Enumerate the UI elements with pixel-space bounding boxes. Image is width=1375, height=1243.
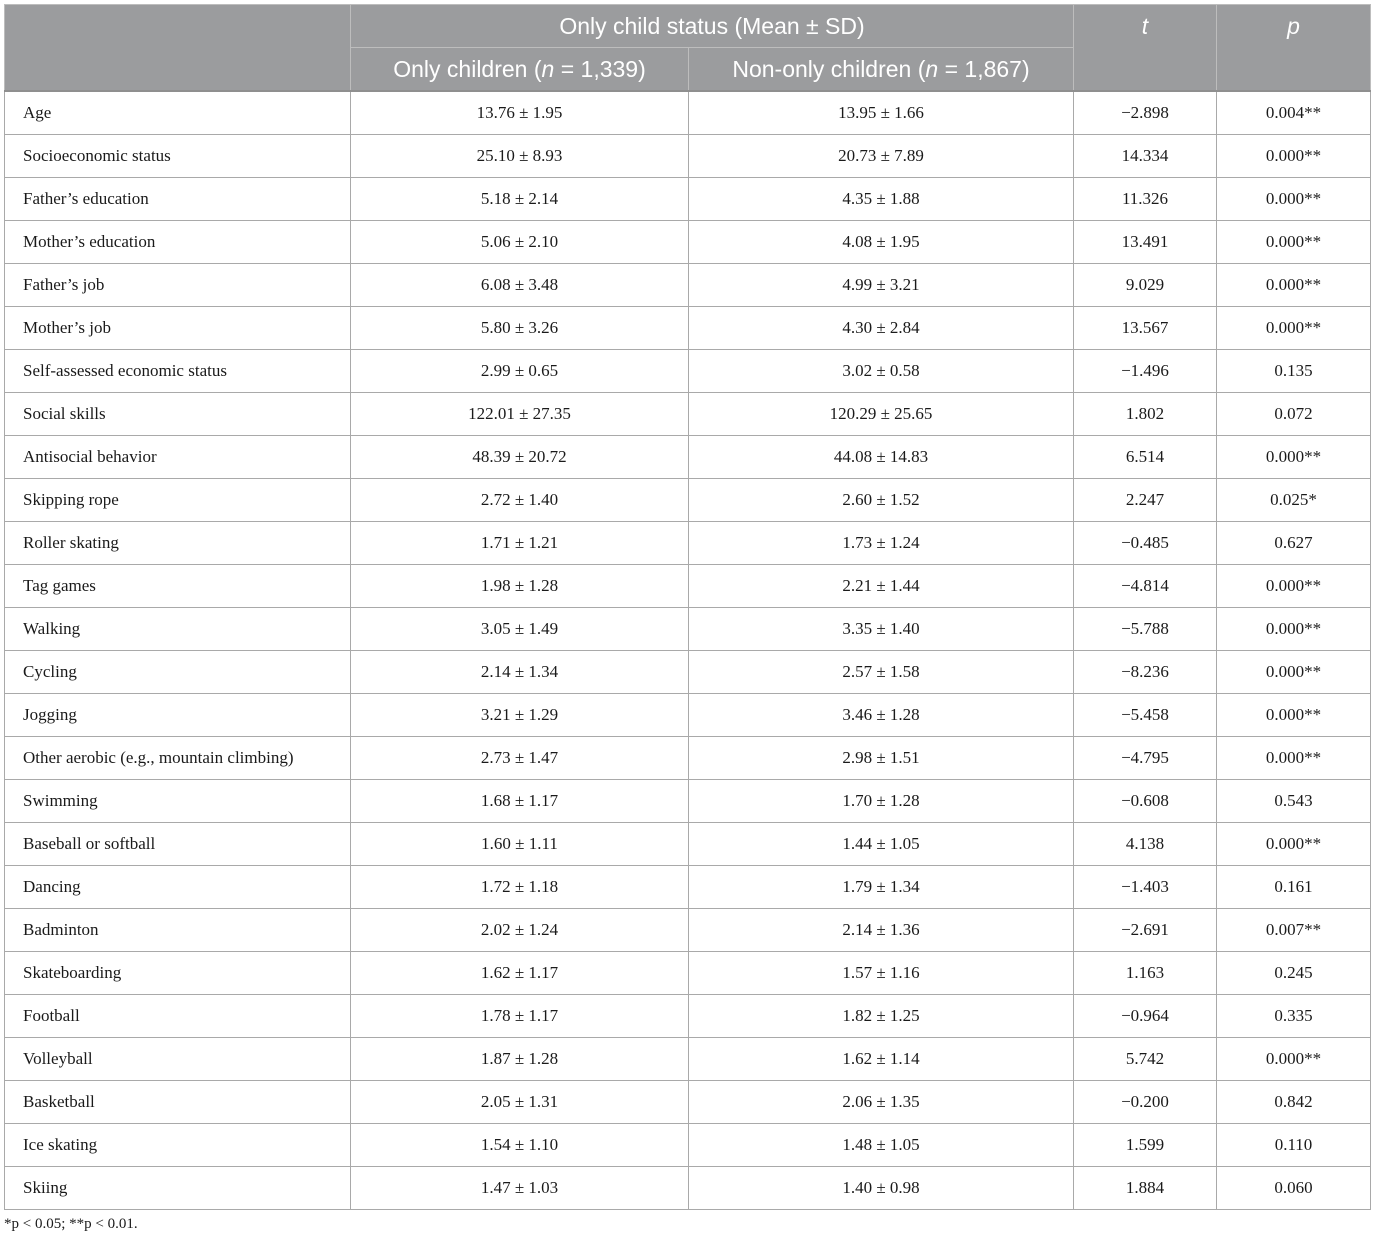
only-children-value: 48.39 ± 20.72 — [351, 436, 689, 479]
p-value: 0.000** — [1217, 1038, 1371, 1081]
non-only-children-value: 4.08 ± 1.95 — [689, 221, 1074, 264]
t-value: −2.898 — [1074, 91, 1217, 135]
table-row — [5, 264, 1371, 307]
non-only-children-value: 2.06 ± 1.35 — [689, 1081, 1074, 1124]
t-value: −4.814 — [1074, 565, 1217, 608]
only-children-value: 13.76 ± 1.95 — [351, 91, 689, 135]
table-row — [5, 866, 1371, 909]
t-value: 1.599 — [1074, 1124, 1217, 1167]
table-row — [5, 436, 1371, 479]
non-only-children-value: 2.57 ± 1.58 — [689, 651, 1074, 694]
only-children-value: 1.47 ± 1.03 — [351, 1167, 689, 1210]
row-label: Roller skating — [5, 522, 351, 565]
p-value: 0.000** — [1217, 651, 1371, 694]
table-row — [5, 651, 1371, 694]
only-children-value: 1.60 ± 1.11 — [351, 823, 689, 866]
t-value: −5.788 — [1074, 608, 1217, 651]
non-only-children-value: 1.73 ± 1.24 — [689, 522, 1074, 565]
t-value: 1.802 — [1074, 393, 1217, 436]
non-only-children-value: 120.29 ± 25.65 — [689, 393, 1074, 436]
p-value: 0.543 — [1217, 780, 1371, 823]
p-value: 0.007** — [1217, 909, 1371, 952]
t-value: −1.403 — [1074, 866, 1217, 909]
p-value: 0.025* — [1217, 479, 1371, 522]
row-label: Dancing — [5, 866, 351, 909]
p-value: 0.000** — [1217, 436, 1371, 479]
table-row — [5, 1124, 1371, 1167]
row-label: Age — [5, 91, 351, 135]
table-footnote: *p < 0.05; **p < 0.01. — [4, 1216, 138, 1232]
t-value: 14.334 — [1074, 135, 1217, 178]
row-label: Cycling — [5, 651, 351, 694]
table-row — [5, 178, 1371, 221]
t-value: 1.884 — [1074, 1167, 1217, 1210]
t-value: −0.964 — [1074, 995, 1217, 1038]
table-row — [5, 952, 1371, 995]
non-only-children-value: 1.40 ± 0.98 — [689, 1167, 1074, 1210]
non-only-children-value: 2.14 ± 1.36 — [689, 909, 1074, 952]
only-children-value: 1.72 ± 1.18 — [351, 866, 689, 909]
row-label: Badminton — [5, 909, 351, 952]
only-children-value: 5.18 ± 2.14 — [351, 178, 689, 221]
non-only-children-value: 1.62 ± 1.14 — [689, 1038, 1074, 1081]
non-only-children-value: 1.82 ± 1.25 — [689, 995, 1074, 1038]
only-children-value: 1.62 ± 1.17 — [351, 952, 689, 995]
non-only-children-value: 1.79 ± 1.34 — [689, 866, 1074, 909]
row-label: Ice skating — [5, 1124, 351, 1167]
t-value: 13.491 — [1074, 221, 1217, 264]
p-value: 0.161 — [1217, 866, 1371, 909]
t-value: −2.691 — [1074, 909, 1217, 952]
table-header — [5, 5, 1371, 92]
table-row — [5, 479, 1371, 522]
table-row — [5, 823, 1371, 866]
t-value: −0.485 — [1074, 522, 1217, 565]
non-only-children-value: 4.30 ± 2.84 — [689, 307, 1074, 350]
table-row — [5, 307, 1371, 350]
only-children-value: 2.99 ± 0.65 — [351, 350, 689, 393]
p-value: 0.060 — [1217, 1167, 1371, 1210]
non-only-children-value: 20.73 ± 7.89 — [689, 135, 1074, 178]
row-label: Tag games — [5, 565, 351, 608]
only-children-value: 25.10 ± 8.93 — [351, 135, 689, 178]
p-value: 0.000** — [1217, 737, 1371, 780]
only-children-value: 2.72 ± 1.40 — [351, 479, 689, 522]
p-value: 0.842 — [1217, 1081, 1371, 1124]
row-label: Jogging — [5, 694, 351, 737]
only-children-value: 5.80 ± 3.26 — [351, 307, 689, 350]
p-value: 0.004** — [1217, 91, 1371, 135]
only-children-value: 2.73 ± 1.47 — [351, 737, 689, 780]
non-only-children-value: 13.95 ± 1.66 — [689, 91, 1074, 135]
non-only-children-value: 2.21 ± 1.44 — [689, 565, 1074, 608]
table-container — [4, 4, 1370, 1233]
table-row — [5, 393, 1371, 436]
only-children-value: 5.06 ± 2.10 — [351, 221, 689, 264]
p-value: 0.000** — [1217, 307, 1371, 350]
t-value: 5.742 — [1074, 1038, 1217, 1081]
table-row — [5, 1038, 1371, 1081]
t-value: 13.567 — [1074, 307, 1217, 350]
p-value: 0.000** — [1217, 565, 1371, 608]
row-label: Antisocial behavior — [5, 436, 351, 479]
table-row — [5, 522, 1371, 565]
row-label: Volleyball — [5, 1038, 351, 1081]
p-value: 0.000** — [1217, 135, 1371, 178]
header-group-label: Only child status (Mean ± SD) — [351, 5, 1074, 48]
table-row — [5, 780, 1371, 823]
row-label: Basketball — [5, 1081, 351, 1124]
t-value: −5.458 — [1074, 694, 1217, 737]
p-value: 0.000** — [1217, 823, 1371, 866]
non-only-children-value: 3.35 ± 1.40 — [689, 608, 1074, 651]
t-value: −8.236 — [1074, 651, 1217, 694]
p-value: 0.000** — [1217, 264, 1371, 307]
p-value: 0.627 — [1217, 522, 1371, 565]
header-p: p — [1217, 5, 1371, 92]
header-blank-cell — [5, 5, 351, 92]
table-row — [5, 995, 1371, 1038]
row-label: Skiing — [5, 1167, 351, 1210]
t-value: 4.138 — [1074, 823, 1217, 866]
statistics-table — [4, 4, 1371, 1210]
only-children-value: 3.21 ± 1.29 — [351, 694, 689, 737]
table-row — [5, 565, 1371, 608]
p-value: 0.335 — [1217, 995, 1371, 1038]
row-label: Father’s education — [5, 178, 351, 221]
only-children-value: 1.54 ± 1.10 — [351, 1124, 689, 1167]
non-only-children-value: 1.48 ± 1.05 — [689, 1124, 1074, 1167]
non-only-children-value: 3.46 ± 1.28 — [689, 694, 1074, 737]
only-children-value: 6.08 ± 3.48 — [351, 264, 689, 307]
table-row — [5, 737, 1371, 780]
table-row — [5, 221, 1371, 264]
row-label: Baseball or softball — [5, 823, 351, 866]
only-children-value: 2.05 ± 1.31 — [351, 1081, 689, 1124]
only-children-value: 2.14 ± 1.34 — [351, 651, 689, 694]
non-only-children-value: 1.57 ± 1.16 — [689, 952, 1074, 995]
row-label: Father’s job — [5, 264, 351, 307]
row-label: Swimming — [5, 780, 351, 823]
only-children-value: 1.68 ± 1.17 — [351, 780, 689, 823]
p-value: 0.000** — [1217, 608, 1371, 651]
row-label: Football — [5, 995, 351, 1038]
non-only-children-value: 44.08 ± 14.83 — [689, 436, 1074, 479]
p-value: 0.135 — [1217, 350, 1371, 393]
table-row — [5, 91, 1371, 135]
only-children-value: 2.02 ± 1.24 — [351, 909, 689, 952]
row-label: Skateboarding — [5, 952, 351, 995]
p-value: 0.245 — [1217, 952, 1371, 995]
only-children-value: 1.87 ± 1.28 — [351, 1038, 689, 1081]
only-children-value: 1.98 ± 1.28 — [351, 565, 689, 608]
non-only-children-value: 1.70 ± 1.28 — [689, 780, 1074, 823]
only-children-value: 122.01 ± 27.35 — [351, 393, 689, 436]
t-value: 2.247 — [1074, 479, 1217, 522]
t-value: 9.029 — [1074, 264, 1217, 307]
t-value: 11.326 — [1074, 178, 1217, 221]
header-only-children: Only children (n = 1,339) — [351, 48, 689, 92]
non-only-children-value: 1.44 ± 1.05 — [689, 823, 1074, 866]
only-children-value: 1.71 ± 1.21 — [351, 522, 689, 565]
p-value: 0.110 — [1217, 1124, 1371, 1167]
row-label: Mother’s job — [5, 307, 351, 350]
table-row — [5, 909, 1371, 952]
t-value: −0.608 — [1074, 780, 1217, 823]
non-only-children-value: 4.99 ± 3.21 — [689, 264, 1074, 307]
header-non-only-children: Non-only children (n = 1,867) — [689, 48, 1074, 92]
table-body — [5, 91, 1371, 1210]
only-children-value: 3.05 ± 1.49 — [351, 608, 689, 651]
p-value: 0.000** — [1217, 178, 1371, 221]
row-label: Skipping rope — [5, 479, 351, 522]
non-only-children-value: 2.98 ± 1.51 — [689, 737, 1074, 780]
row-label: Walking — [5, 608, 351, 651]
t-value: 1.163 — [1074, 952, 1217, 995]
p-value: 0.072 — [1217, 393, 1371, 436]
row-label: Self-assessed economic status — [5, 350, 351, 393]
non-only-children-value: 3.02 ± 0.58 — [689, 350, 1074, 393]
non-only-children-value: 2.60 ± 1.52 — [689, 479, 1074, 522]
row-label: Other aerobic (e.g., mountain climbing) — [5, 737, 351, 780]
table-row — [5, 135, 1371, 178]
p-value: 0.000** — [1217, 221, 1371, 264]
t-value: −0.200 — [1074, 1081, 1217, 1124]
table-row — [5, 608, 1371, 651]
row-label: Social skills — [5, 393, 351, 436]
table-row — [5, 350, 1371, 393]
table-row — [5, 1081, 1371, 1124]
p-value: 0.000** — [1217, 694, 1371, 737]
t-value: −1.496 — [1074, 350, 1217, 393]
only-children-value: 1.78 ± 1.17 — [351, 995, 689, 1038]
t-value: −4.795 — [1074, 737, 1217, 780]
row-label: Socioeconomic status — [5, 135, 351, 178]
non-only-children-value: 4.35 ± 1.88 — [689, 178, 1074, 221]
row-label: Mother’s education — [5, 221, 351, 264]
header-t: t — [1074, 5, 1217, 92]
table-row — [5, 694, 1371, 737]
t-value: 6.514 — [1074, 436, 1217, 479]
table-row — [5, 1167, 1371, 1210]
